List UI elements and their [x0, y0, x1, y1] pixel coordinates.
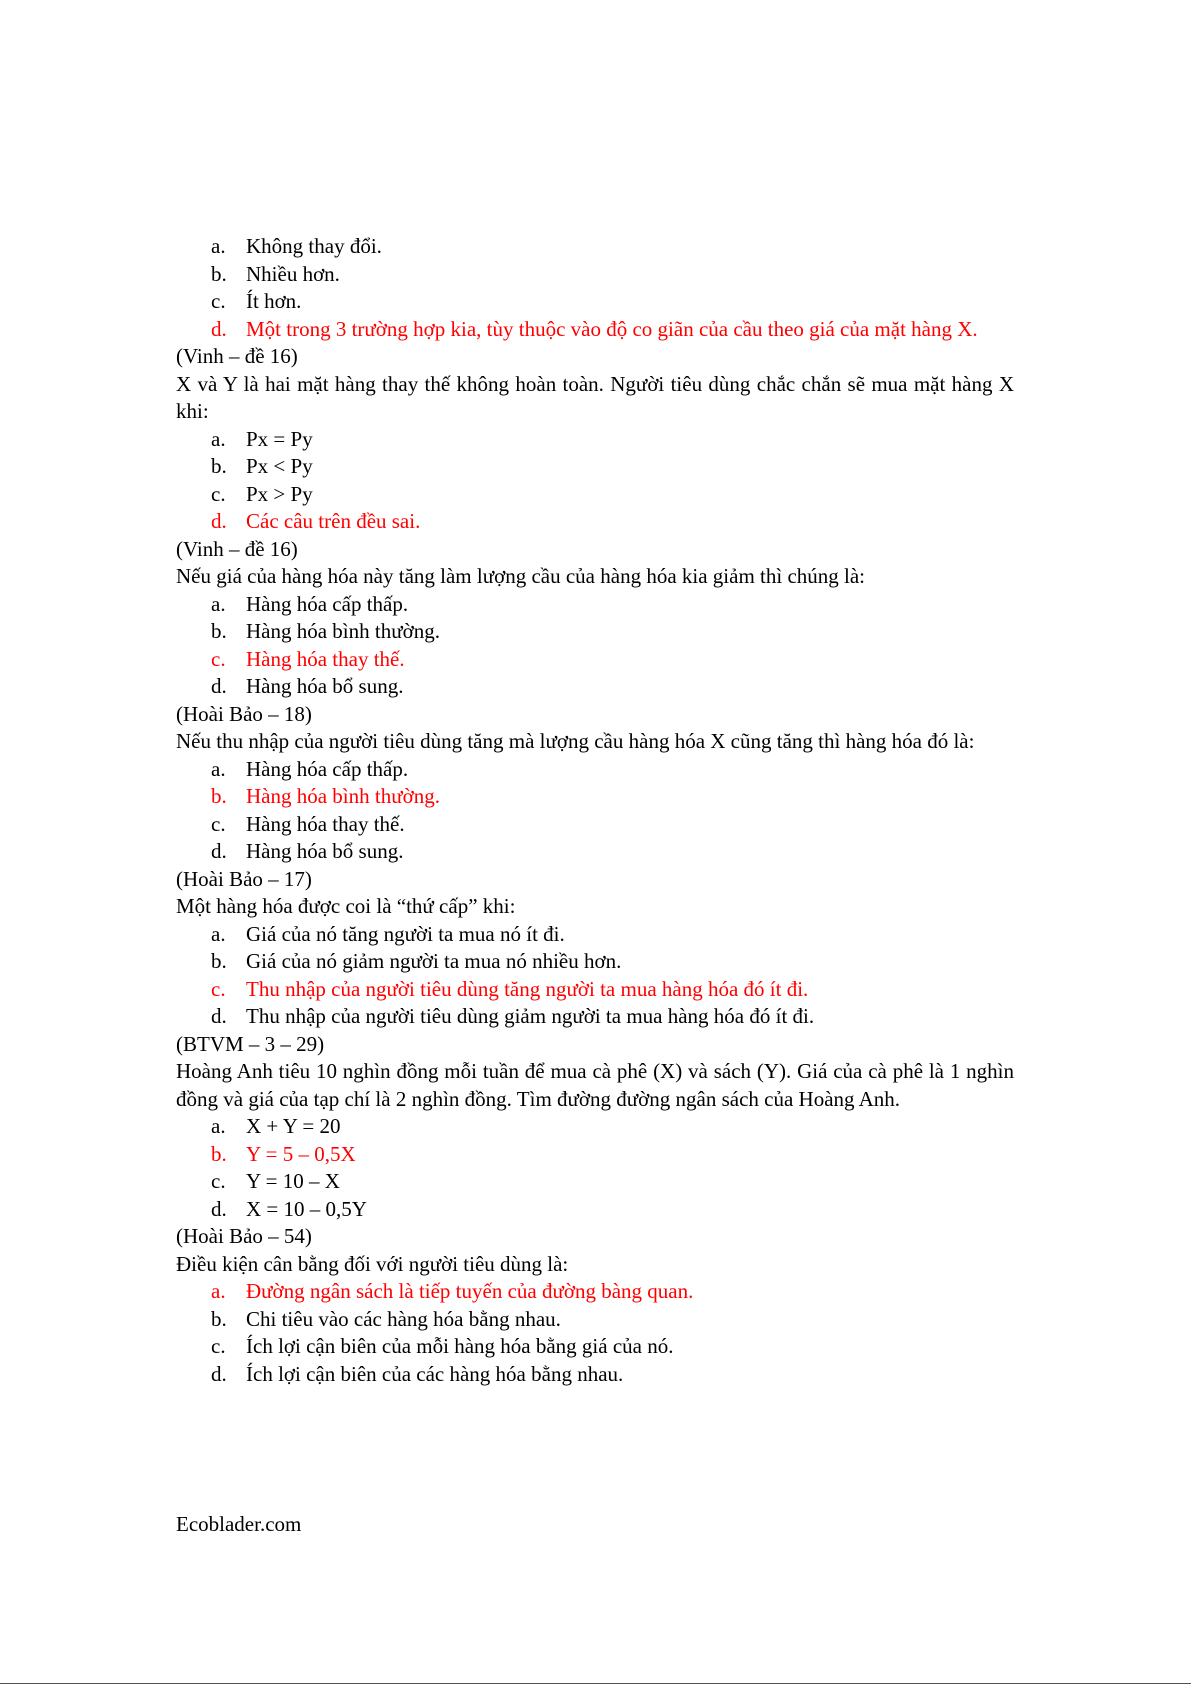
options-list	[176, 426, 1014, 536]
option-d	[176, 1361, 1014, 1389]
question-block-5	[176, 866, 1014, 1031]
option-c	[176, 288, 1014, 316]
option-d	[176, 838, 1014, 866]
option-text: Ích lợi cận biên của các hàng hóa bằng nhau.	[246, 1361, 624, 1386]
options-list	[176, 233, 1014, 343]
question-block-7	[176, 1223, 1014, 1388]
options-list	[176, 1113, 1014, 1223]
option-text: Hàng hóa cấp thấp.	[246, 756, 409, 781]
question-block-3	[176, 536, 1014, 701]
option-b	[176, 453, 1014, 481]
option-text: Các câu trên đều sai.	[246, 509, 421, 533]
question-stem: Nếu giá của hàng hóa này tăng làm lượng cầu của hàng hóa kia giảm thì chúng là:	[176, 564, 866, 588]
option-letter: b.	[211, 949, 227, 973]
option-letter: c.	[211, 1334, 226, 1358]
option-letter: c.	[211, 289, 226, 313]
option-letter: d.	[211, 839, 227, 863]
option-text: Hàng hóa cấp thấp.	[246, 591, 409, 616]
option-letter: b.	[211, 619, 227, 643]
option-text: Y = 5 – 0,5X	[246, 1141, 356, 1166]
option-b	[176, 618, 1014, 646]
option-text: Hàng hóa bình thường.	[246, 784, 440, 808]
question-source: (Vinh – đề 16)	[176, 344, 298, 368]
option-letter: d.	[211, 1361, 227, 1386]
question-source: (Hoài Bảo – 54)	[176, 1224, 312, 1248]
option-letter: c.	[211, 481, 226, 506]
option-text: Hàng hóa thay thế.	[246, 646, 405, 671]
option-letter: a.	[211, 234, 226, 258]
option-a	[176, 426, 1014, 454]
option-text: Thu nhập của người tiêu dùng tăng người ta mua hàng hóa đó ít đi.	[246, 976, 809, 1001]
option-letter: b.	[211, 1306, 227, 1331]
option-text: Chi tiêu vào các hàng hóa bằng nhau.	[246, 1306, 561, 1331]
option-letter: a.	[211, 1279, 226, 1303]
option-text: Ít hơn.	[246, 289, 302, 313]
option-d	[176, 316, 1014, 344]
question-source: (Hoài Bảo – 18)	[176, 701, 312, 726]
option-b	[176, 783, 1014, 811]
option-d	[176, 508, 1014, 536]
option-text: X + Y = 20	[246, 1114, 341, 1138]
question-stem: Hoàng Anh tiêu 10 nghìn đồng mỗi tuần để mua cà phê (X) và sách (Y). Giá của cà phê là 1 nghìn đồng và giá của tạp chí là 2 nghìn đồng. Tìm đường đường ngân sách của Hoàng Anh.	[176, 1059, 1014, 1111]
option-letter: d.	[211, 674, 227, 698]
option-text: Giá của nó tăng người ta mua nó ít đi.	[246, 921, 565, 946]
option-text: Giá của nó giảm người ta mua nó nhiều hơn.	[246, 949, 622, 973]
option-letter: a.	[211, 426, 226, 451]
option-letter: d.	[211, 509, 227, 533]
question-block-2	[176, 343, 1014, 536]
option-letter: d.	[211, 316, 227, 341]
option-letter: c.	[211, 976, 226, 1001]
option-b	[176, 261, 1014, 289]
option-letter: c.	[211, 811, 226, 836]
option-text: Hàng hóa bổ sung.	[246, 839, 404, 863]
options-list	[176, 591, 1014, 701]
question-stem: Nếu thu nhập của người tiêu dùng tăng mà lượng cầu hàng hóa X cũng tăng thì hàng hóa đó là:	[176, 729, 975, 753]
document-body	[176, 233, 1014, 1388]
question-source: (Vinh – đề 16)	[176, 536, 298, 561]
option-text: Một trong 3 trường hợp kia, tùy thuộc vào độ co giãn của cầu theo giá của mặt hàng X.	[246, 316, 978, 341]
option-a	[176, 591, 1014, 619]
option-d	[176, 1003, 1014, 1031]
option-letter: a.	[211, 756, 226, 781]
option-text: Đường ngân sách là tiếp tuyến của đường bàng quan.	[246, 1279, 694, 1303]
options-list	[176, 1278, 1014, 1388]
option-text: Px < Py	[246, 454, 313, 478]
question-stem: X và Y là hai mặt hàng thay thế không hoàn toàn. Người tiêu dùng chắc chắn sẽ mua mặt hàng X khi:	[176, 371, 1014, 423]
option-text: Px > Py	[246, 481, 313, 506]
question-source: (Hoài Bảo – 17)	[176, 866, 312, 891]
option-c	[176, 811, 1014, 839]
option-a	[176, 233, 1014, 261]
question-block-6	[176, 1031, 1014, 1224]
option-text: Ích lợi cận biên của mỗi hàng hóa bằng giá của nó.	[246, 1334, 674, 1358]
option-letter: a.	[211, 1114, 226, 1138]
option-a	[176, 1113, 1014, 1141]
option-letter: a.	[211, 921, 226, 946]
question-block-1	[176, 233, 1014, 343]
option-letter: d.	[211, 1196, 227, 1221]
option-letter: b.	[211, 454, 227, 478]
option-letter: c.	[211, 646, 226, 671]
question-block-4	[176, 701, 1014, 866]
options-list	[176, 756, 1014, 866]
option-b	[176, 948, 1014, 976]
option-d	[176, 1196, 1014, 1224]
option-text: X = 10 – 0,5Y	[246, 1196, 367, 1221]
option-text: Nhiều hơn.	[246, 261, 340, 286]
question-stem: Điều kiện cân bằng đối với người tiêu dùng là:	[176, 1251, 569, 1276]
option-text: Px = Py	[246, 426, 313, 451]
option-text: Hàng hóa bổ sung.	[246, 674, 404, 698]
option-c	[176, 1333, 1014, 1361]
option-c	[176, 1168, 1014, 1196]
option-text: Hàng hóa thay thế.	[246, 811, 405, 836]
option-a	[176, 1278, 1014, 1306]
option-b	[176, 1306, 1014, 1334]
option-letter: d.	[211, 1004, 227, 1028]
option-c	[176, 481, 1014, 509]
option-text: Hàng hóa bình thường.	[246, 619, 440, 643]
option-letter: b.	[211, 784, 227, 808]
option-b	[176, 1141, 1014, 1169]
option-text: Không thay đổi.	[246, 234, 382, 258]
option-letter: b.	[211, 1141, 227, 1166]
option-letter: b.	[211, 261, 227, 286]
question-source: (BTVM – 3 – 29)	[176, 1031, 325, 1056]
options-list	[176, 921, 1014, 1031]
option-letter: a.	[211, 591, 226, 616]
page-bottom-rule	[0, 1683, 1191, 1684]
option-text: Y = 10 – X	[246, 1169, 340, 1193]
footer-site-name: Ecoblader.com	[176, 1512, 302, 1536]
option-a	[176, 756, 1014, 784]
question-stem: Một hàng hóa được coi là “thứ cấp” khi:	[176, 894, 516, 918]
option-letter: c.	[211, 1169, 226, 1193]
option-text: Thu nhập của người tiêu dùng giảm người ta mua hàng hóa đó ít đi.	[246, 1004, 815, 1028]
option-c	[176, 646, 1014, 674]
option-a	[176, 921, 1014, 949]
option-c	[176, 976, 1014, 1004]
option-d	[176, 673, 1014, 701]
